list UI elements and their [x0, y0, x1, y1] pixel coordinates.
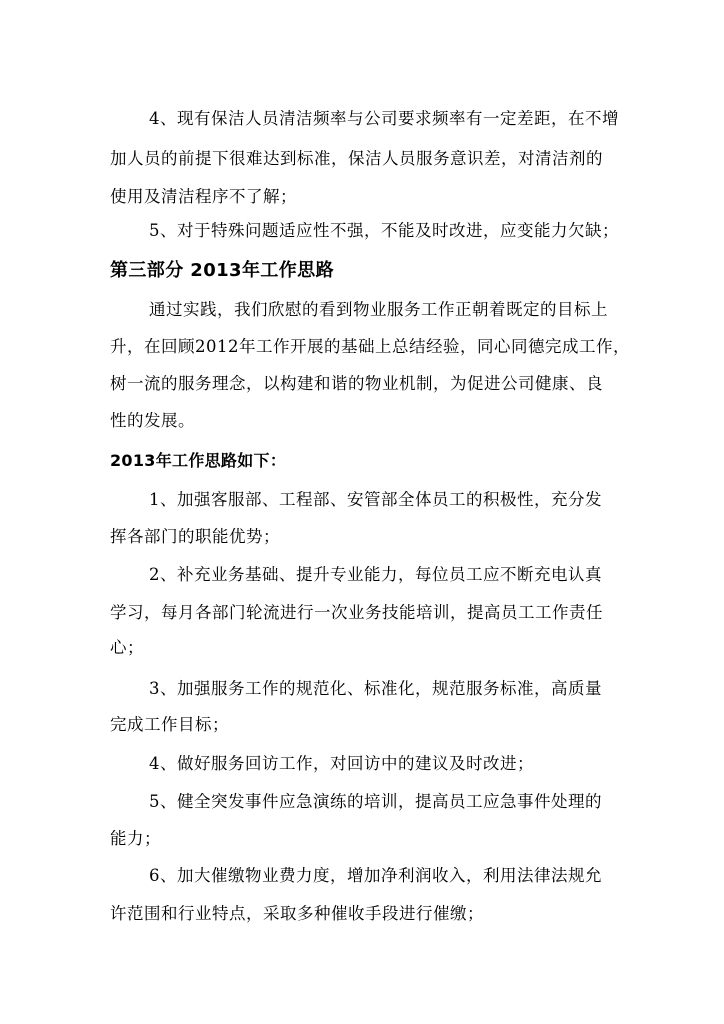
paragraph-line: 升，在回顾2012年工作开展的基础上总结经验，同心同德完成工作，	[110, 337, 630, 356]
paragraph-line: 许范围和行业特点，采取多种催收手段进行催缴；	[110, 904, 484, 923]
paragraph-line: 学习，每月各部门轮流进行一次业务技能培训，提高员工工作责任	[110, 603, 603, 622]
paragraph-line: 3、加强服务工作的规范化、标准化，规范服务标准，高质量	[149, 679, 602, 698]
paragraph-line: 5、对于特殊问题适应性不强，不能及时改进，应变能力欠缺；	[149, 221, 619, 240]
paragraph-line: 2、补充业务基础、提升专业能力，每位员工应不断充电认真	[149, 565, 602, 584]
paragraph-line: 1、加强客服部、工程部、安管部全体员工的积极性，充分发	[149, 490, 602, 509]
paragraph-line: 4、现有保洁人员清洁频率与公司要求频率有一定差距，在不增	[149, 109, 619, 128]
paragraph-line: 加人员的前提下很难达到标准，保洁人员服务意识差，对清洁剂的	[110, 149, 603, 168]
paragraph-line: 挥各部门的职能优势；	[110, 527, 280, 546]
paragraph-line: 性的发展。	[110, 411, 195, 430]
paragraph-line: 完成工作目标；	[110, 715, 229, 734]
paragraph-line: 心；	[110, 638, 144, 657]
paragraph-line: 使用及清洁程序不了解；	[110, 187, 297, 206]
paragraph-line: 能力；	[110, 829, 161, 848]
paragraph-line: 树一流的服务理念，以构建和谐的物业机制，为促进公司健康、良	[110, 374, 603, 393]
paragraph-line: 通过实践，我们欣慰的看到物业服务工作正朝着既定的目标上	[149, 300, 608, 319]
paragraph-line: 6、加大催缴物业费力度，增加净利润收入，利用法律法规允	[149, 866, 602, 885]
paragraph-line: 5、健全突发事件应急演练的培训，提高员工应急事件处理的	[149, 792, 602, 811]
section-heading: 第三部分 2013年工作思路	[110, 260, 334, 281]
subsection-heading: 2013年工作思路如下：	[110, 451, 287, 470]
paragraph-line: 4、做好服务回访工作，对回访中的建议及时改进；	[149, 754, 534, 773]
